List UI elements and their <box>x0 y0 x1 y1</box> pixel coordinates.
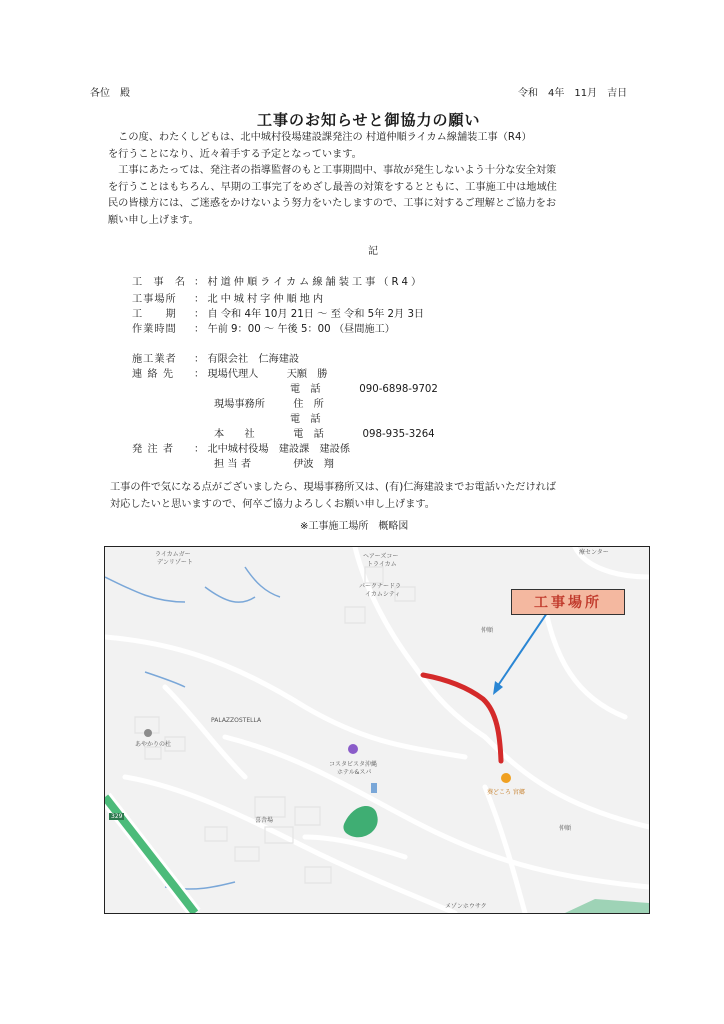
map-label: メゾンホウサク <box>445 903 487 910</box>
client-value: 北中城村役場 建設課 建設係 <box>207 444 351 455</box>
hq-phone-label: 電 話 <box>293 429 324 440</box>
intro-line: この度、わたくしどもは、北中城村役場建設課発注の 村道仲順ライカム線舗装工事（R4） <box>108 132 532 143</box>
phone-label: 電 話 <box>290 384 321 395</box>
map-label: 療センター <box>579 549 609 556</box>
map-label: 喜舎場 <box>255 817 274 824</box>
person-name: 伊波 翔 <box>293 459 334 470</box>
map-label: パークナードラ <box>359 583 402 590</box>
period-label: 工 期 <box>132 309 177 320</box>
closing-line: 工事の件で気になる点がございましたら、現場事務所又は、(有)仁海建設までお電話いただければ <box>110 482 557 493</box>
agent-name: 天願 勝 <box>286 369 328 380</box>
hours-label: 作業時間 <box>132 324 177 335</box>
address-label: 住 所 <box>293 399 324 410</box>
office-row <box>214 395 324 410</box>
office-phone-row <box>290 410 321 425</box>
recipient: 各位 殿 <box>90 88 130 99</box>
intro-line: 工事にあたっては、発注者の指導監督のもと工事期間中、事故が発生しないよう十分な安全対策 <box>108 165 557 176</box>
contractor-row: 施工業者 ： 有限会社 仁海建設 <box>132 350 299 365</box>
date: 令和 4年 11月 吉日 <box>518 88 628 99</box>
period-row: 工 期 ： 自 令和 4年 10月 21日 ～ 至 令和 5年 2月 3日 <box>132 305 424 320</box>
agent-phone-row <box>290 380 438 395</box>
page-title: 工事のお知らせと御協力の願い <box>257 111 481 129</box>
map-label: イカムシティ <box>365 591 401 598</box>
intro-line: を行うことはもちろん、早期の工事完了をめざし最善の対策をするとともに、工事施工中は地域住 <box>108 181 557 193</box>
map-label: PALAZZOSTELLA <box>211 717 262 724</box>
map-label: ヘアーズコー <box>363 553 399 560</box>
closing-line: 対応したいと思いますので、何卒ご協力よろしくお願い申し上げます。 <box>110 498 435 510</box>
contact-label: 連 絡 先 <box>132 369 175 380</box>
intro-line: を行うことになり、近々着手する予定となっています。 <box>108 148 362 160</box>
contractor-label: 施工業者 <box>132 354 177 365</box>
map-label: ライカムガー <box>155 551 191 558</box>
project-value: 村道仲順ライカム線舗装工事（R4） <box>207 277 425 288</box>
map-label: 仲順 <box>481 627 494 634</box>
hours-row: 作業時間 ： 午前 9：00 ～ 午後 5：00 （昼間施工） <box>132 320 395 335</box>
office-phone-label: 電 話 <box>290 414 321 425</box>
contractor-value: 有限会社 仁海建設 <box>207 354 300 365</box>
client-label: 発 注 者 <box>132 444 175 455</box>
map-caption: ※工事施工場所 概略図 <box>300 521 409 532</box>
project-label: 工 事 名 <box>132 277 190 288</box>
contact-row: 連 絡 先 ： 現場代理人 天願 勝 <box>132 365 327 380</box>
period-value: 自 令和 4年 10月 21日 ～ 至 令和 5年 2月 3日 <box>207 309 425 320</box>
hq-phone: 098-935-3264 <box>362 429 435 440</box>
map-label: ホテル&スパ <box>337 769 372 776</box>
intro-line: 民の皆様方には、ご迷惑をかけないよう努力をいたしますので、工事に対するご理解とご協力をお <box>108 198 557 209</box>
hq-row <box>214 425 435 440</box>
hq-title: 本 社 <box>214 429 255 440</box>
hours-value: 午前 9：00 ～ 午後 5：00 （昼間施工） <box>207 324 395 335</box>
closing-paragraph <box>110 480 630 513</box>
agent-title: 現場代理人 <box>207 369 259 380</box>
intro-line: 願い申し上げます。 <box>108 214 199 226</box>
ki-heading: 記 <box>368 246 378 257</box>
site-map <box>104 546 650 914</box>
site-row: 工事場所 ： 北中城村字仲順地内 <box>132 290 326 305</box>
office-title: 現場事務所 <box>214 399 265 410</box>
person-row <box>214 455 334 470</box>
client-row: 発 注 者 ： 北中城村役場 建設課 建設係 <box>132 440 350 455</box>
highway-number: 329 <box>111 813 123 820</box>
map-label: トライカム <box>367 561 397 568</box>
agent-phone: 090-6898-9702 <box>359 384 438 395</box>
project-row: 工 事 名 ： 村道仲順ライカム線舗装工事（R4） <box>132 273 424 288</box>
site-label: 工事場所 <box>132 294 177 305</box>
map-label: あやかりの杜 <box>135 741 172 748</box>
map-label: コスタビスタ沖縄 <box>329 761 378 768</box>
person-title: 担 当 者 <box>214 459 252 470</box>
map-label: デンリゾート <box>157 559 193 566</box>
intro-paragraph <box>108 130 628 229</box>
map-label: 葵どころ 宮郷 <box>487 789 525 796</box>
construction-site-callout: 工事場所 <box>511 589 625 615</box>
site-value: 北中城村字仲順地内 <box>207 294 327 305</box>
map-label: 仲順 <box>559 825 572 832</box>
